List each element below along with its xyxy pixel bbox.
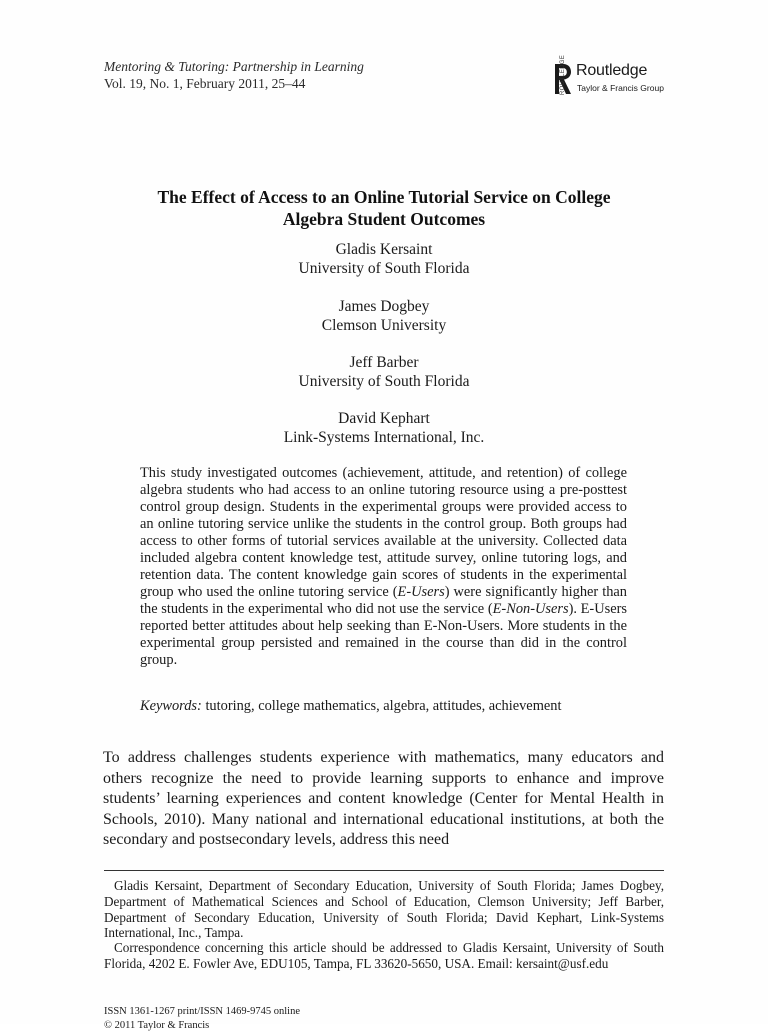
publisher-group: Taylor & Francis Group xyxy=(577,83,664,93)
author-affiliation: Clemson University xyxy=(321,317,447,334)
author-block xyxy=(104,409,664,447)
journal-header xyxy=(104,58,364,92)
publisher-logo xyxy=(547,54,677,100)
author-affiliation: University of South Florida xyxy=(298,260,470,277)
author-name: Jeff Barber xyxy=(349,354,419,371)
abstract-text: ). E-Users reported better attitudes about help seeking than E-Non-Users. More students in the experimental group persisted and remained in the course than did in the control group. xyxy=(140,601,627,668)
journal-name: Mentoring & Tutoring: Partnership in Learning xyxy=(104,59,364,74)
body-paragraph: To address challenges students experience with mathematics, many educators and others recognize the need to provide learning supports to enhance and improve students’ learning experiences and content knowledge (Center for Mental Health in Schools, 2010). Many national and international educational institutions, at both the secondary and postsecondary levels, address this need xyxy=(103,749,664,848)
author-affiliation: Link-Systems International, Inc. xyxy=(283,429,485,446)
footnote-affiliations: Gladis Kersaint, Department of Secondary Education, University of South Florida; James Dogbey, Department of Mathematical Sciences and School of Education, Clemson University; Jeff Barber, Department of Secondary Education, University of South Florida; David Kephart, Link-Systems International, Inc., Tampa. xyxy=(104,878,664,941)
volume-info: Vol. 19, No. 1, February 2011, 25–44 xyxy=(104,76,306,91)
author-block xyxy=(104,353,664,391)
author-name: Gladis Kersaint xyxy=(335,241,433,258)
copyright-line: © 2011 Taylor & Francis xyxy=(104,1020,210,1031)
author-name: David Kephart xyxy=(338,410,430,427)
abstract-text: ) were significantly higher than the students in the experimental who did not use the service ( xyxy=(140,584,628,617)
publisher-vertical-label: ROUTLEDGE xyxy=(560,54,567,96)
title-line-1: The Effect of Access to an Online Tutorial Service on College xyxy=(157,187,611,207)
publisher-name: Routledge xyxy=(576,62,648,79)
article-title xyxy=(104,186,664,230)
abstract-term: E-Users xyxy=(397,584,445,600)
keywords-list: tutoring, college mathematics, algebra, attitudes, achievement xyxy=(205,698,562,714)
footnote-correspondence: Correspondence concerning this article should be addressed to Gladis Kersaint, University of South Florida, 4202 E. Fowler Ave, EDU105, Tampa, FL 33620-5650, USA. Email: kersaint@usf.edu xyxy=(104,940,664,971)
author-block xyxy=(104,240,664,278)
author-block xyxy=(104,297,664,335)
author-affiliation: University of South Florida xyxy=(298,373,470,390)
abstract-term: E-Non-Users xyxy=(492,601,569,617)
author-name: James Dogbey xyxy=(338,298,430,315)
issn-line: ISSN 1361-1267 print/ISSN 1469-9745 online xyxy=(104,1006,301,1017)
abstract xyxy=(140,465,627,669)
abstract-text: This study investigated outcomes (achievement, attitude, and retention) of college algebra students who had access to an online tutoring resource using a pre-posttest control group design. Students in the experimental groups were provided access to an online tutoring service unlike the students in the control group. Both groups had access to other forms of tutorial services available at the university. Collected data included algebra content knowledge test, attitude survey, online tutoring logs, and retention data. The content knowledge gain scores of students in the experimental group who used the online tutoring service ( xyxy=(140,465,627,600)
footnote-divider xyxy=(104,870,664,871)
keywords-label: Keywords: xyxy=(140,698,202,714)
keywords xyxy=(140,698,561,715)
title-line-2: Algebra Student Outcomes xyxy=(282,209,486,229)
